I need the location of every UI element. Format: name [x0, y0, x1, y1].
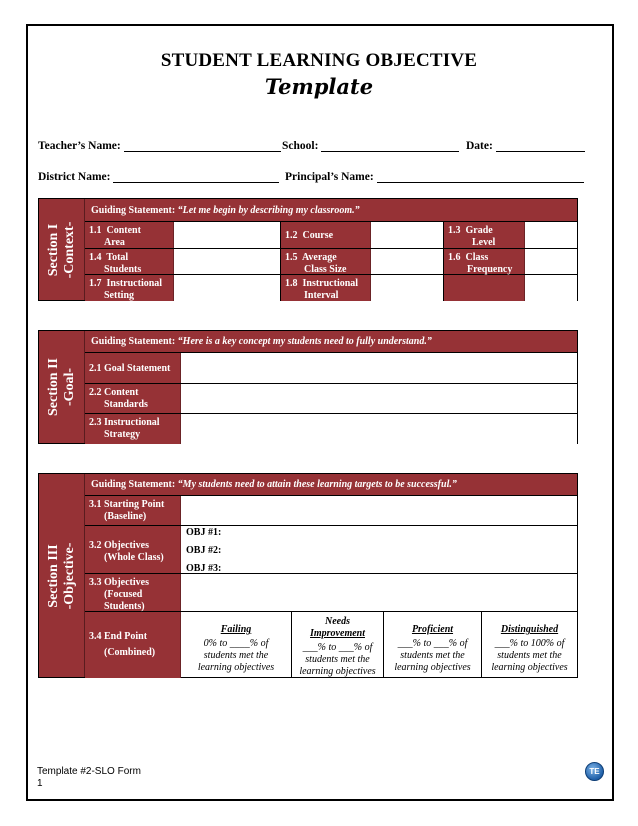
section-1-subtitle: -Context- [61, 221, 77, 278]
section-1-context [38, 198, 578, 301]
section-2-row-1 [85, 353, 577, 384]
date-label: Date: [466, 140, 493, 152]
item-1-2-label: 1.2 Course [281, 222, 371, 248]
section-2-goal [38, 330, 578, 444]
item-3-1-label: 3.1 Starting Point (Baseline) [85, 496, 181, 525]
item-2-2-label: 2.2 Content Standards [85, 384, 181, 413]
section-3-subtitle: -Objective- [61, 542, 77, 609]
guiding-label: Guiding Statement: [91, 336, 176, 347]
guiding-label: Guiding Statement: [91, 204, 176, 216]
section-2-side-label [39, 331, 85, 443]
objective-2-label: OBJ #2: [186, 545, 222, 556]
level-distinguished-text-2: learning objectives [491, 662, 568, 673]
section-3-title: Section III [45, 543, 61, 608]
section-3-row-2 [85, 526, 577, 574]
teacher-name-field[interactable] [38, 140, 281, 152]
item-1-7-input[interactable] [174, 275, 281, 301]
section-2-guiding-statement [85, 331, 577, 353]
section-3-row-4 [85, 612, 577, 678]
section-2-title: Section II [45, 358, 61, 416]
item-2-1-input[interactable] [181, 353, 577, 383]
item-1-3-label: 1.3 Grade Level [444, 222, 525, 248]
section-3-side-label [39, 474, 85, 677]
item-1-1-label: 1.1 Content Area [85, 222, 174, 248]
item-1-4-input[interactable] [174, 249, 281, 274]
section-1-row-3 [85, 275, 577, 301]
level-distinguished-text: students met the [497, 650, 562, 661]
item-2-3-label: 2.3 Instructional Strategy [85, 414, 181, 444]
district-name-blank[interactable] [113, 172, 279, 183]
item-3-4-label: 3.4 End Point (Combined) [85, 612, 181, 678]
principal-name-field[interactable] [285, 171, 584, 183]
item-1-8-input[interactable] [371, 275, 444, 301]
section-1-row-1 [85, 222, 577, 249]
district-name-label: District Name: [38, 171, 111, 183]
school-field[interactable] [282, 140, 459, 152]
teacher-name-blank[interactable] [124, 141, 281, 152]
objective-3-label: OBJ #3: [186, 563, 222, 574]
school-blank[interactable] [321, 141, 459, 152]
item-1-6-label: 1.6 Class Frequency [444, 249, 525, 274]
level-proficient-range: ___% to ___% of [397, 638, 468, 649]
section-3-row-3 [85, 574, 577, 612]
section-2-subtitle: -Goal- [61, 367, 77, 407]
item-1-1-input[interactable] [174, 222, 281, 248]
item-1-4-label: 1.4 Total Students [85, 249, 174, 274]
level-needs-improvement[interactable] [292, 612, 384, 678]
section-2-row-3 [85, 414, 577, 444]
section-3-guiding-statement [85, 474, 577, 496]
level-needs-range: ___% to ___% of [302, 642, 373, 653]
level-distinguished-range: ___% to 100% of [494, 638, 565, 649]
guiding-quote: “Let me begin by describing my classroom.” [177, 204, 360, 216]
item-2-1-label: 2.1 Goal Statement [85, 353, 181, 383]
level-proficient[interactable] [384, 612, 482, 678]
level-failing[interactable] [181, 612, 292, 678]
item-2-2-input[interactable] [181, 384, 577, 413]
level-needs-title-2: Improvement [310, 628, 365, 639]
date-field[interactable] [466, 140, 585, 152]
level-proficient-text: students met the [400, 650, 465, 661]
level-needs-text-2: learning objectives [299, 666, 376, 677]
page-footer [37, 766, 141, 790]
footer-page-number: 1 [37, 778, 43, 789]
logo-text: TE [589, 767, 600, 776]
guiding-quote: “My students need to attain these learning targets to be successful.” [177, 479, 457, 490]
page-title: STUDENT LEARNING OBJECTIVE [160, 50, 478, 71]
item-3-2-input[interactable] [181, 526, 577, 573]
item-1-6-input[interactable] [525, 249, 577, 274]
section-1-title: Section I [45, 223, 61, 276]
section-3-objective [38, 473, 578, 678]
page-subtitle: Template [264, 74, 374, 99]
level-proficient-text-2: learning objectives [394, 662, 471, 673]
guiding-label: Guiding Statement: [91, 479, 176, 490]
date-blank[interactable] [496, 141, 585, 152]
section-2-row-2 [85, 384, 577, 414]
district-name-field[interactable] [38, 171, 279, 183]
level-failing-text-2: learning objectives [197, 662, 275, 673]
item-3-1-input[interactable] [181, 496, 577, 525]
item-3-3-label: 3.3 Objectives (Focused Students) [85, 574, 181, 611]
item-1-5-label: 1.5 Average Class Size [281, 249, 371, 274]
item-2-3-input[interactable] [181, 414, 577, 444]
item-3-3-input[interactable] [181, 574, 577, 611]
section-1-empty-cell [444, 275, 525, 301]
level-distinguished[interactable] [482, 612, 577, 678]
principal-name-label: Principal’s Name: [285, 171, 374, 183]
level-needs-title: Needs [325, 616, 350, 627]
section-1-row-2 [85, 249, 577, 275]
item-3-2-label: 3.2 Objectives (Whole Class) [85, 526, 181, 573]
guiding-quote: “Here is a key concept my students need to fully understand.” [177, 336, 432, 347]
section-1-side-label [39, 199, 85, 300]
level-distinguished-title: Distinguished [500, 624, 559, 635]
item-1-7-label: 1.7 Instructional Setting [85, 275, 174, 301]
school-label: School: [282, 140, 319, 152]
item-1-2-input[interactable] [371, 222, 444, 248]
item-1-8-label: 1.8 Instructional Interval [281, 275, 371, 301]
logo-icon [585, 762, 604, 781]
principal-name-blank[interactable] [377, 172, 584, 183]
footer-form-name: Template #2-SLO Form [37, 766, 141, 777]
section-1-guiding-statement [85, 199, 577, 222]
item-1-5-input[interactable] [371, 249, 444, 274]
item-1-3-input[interactable] [525, 222, 577, 248]
level-failing-text: students met the [203, 650, 269, 661]
section-1-empty-input[interactable] [525, 275, 577, 301]
level-proficient-title: Proficient [411, 624, 454, 635]
level-needs-text: students met the [305, 654, 370, 665]
teacher-name-label: Teacher’s Name: [38, 140, 121, 152]
section-3-row-1 [85, 496, 577, 526]
level-failing-range: 0% to ____% of [203, 638, 269, 649]
level-failing-title: Failing [220, 624, 252, 635]
objective-1-label: OBJ #1: [186, 527, 222, 538]
